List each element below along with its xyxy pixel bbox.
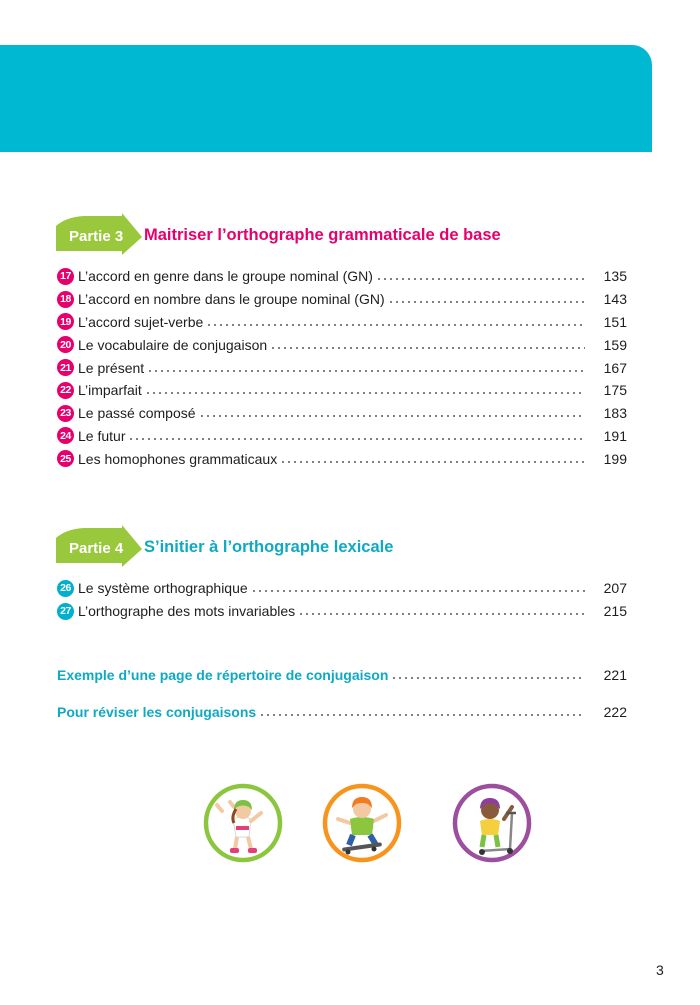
chapter-page: 207 [603, 580, 627, 597]
extra-page: 222 [603, 704, 627, 720]
chapter-title: Le présent [78, 359, 145, 376]
leader-dots [259, 714, 585, 716]
chapter-page: 175 [603, 382, 627, 399]
chapter-number-badge: 24 [57, 427, 74, 444]
toc-extra-review-conjugations[interactable] [57, 701, 627, 723]
part3-title: Maitriser l’orthographe grammaticale de base [144, 226, 501, 244]
chapter-title: Le vocabulaire de conjugaison [78, 336, 268, 353]
page-number: 3 [656, 962, 664, 978]
toc-entry[interactable] [57, 288, 627, 311]
boy-scooter-illustration [452, 783, 532, 863]
leader-dots [280, 461, 585, 463]
chapter-page: 159 [603, 336, 627, 353]
chapter-title: L’accord sujet-verbe [78, 313, 204, 330]
chapter-page: 215 [603, 603, 627, 620]
part3-tag-label: Partie 3 [69, 228, 124, 245]
toc-extra-conjugation-page[interactable] [57, 664, 627, 686]
chapter-title: Les homophones grammaticaux [78, 450, 278, 467]
leader-dots [376, 278, 585, 280]
part4-tag-label: Partie 4 [69, 540, 124, 557]
extra-label: Exemple d’une page de répertoire de conjugaison [57, 667, 389, 683]
part4-toc [57, 577, 627, 623]
boy-skateboard-image [322, 783, 402, 863]
part3-toc [57, 265, 627, 470]
chapter-title: Le système orthographique [78, 580, 248, 597]
chapter-number-badge: 23 [57, 405, 74, 422]
chapter-number-badge: 27 [57, 603, 74, 620]
girl-roller-skates-illustration [203, 783, 283, 863]
leader-dots [391, 677, 585, 679]
chapter-number-badge: 22 [57, 382, 74, 399]
toc-entry[interactable] [57, 356, 627, 379]
part3-heading [56, 213, 656, 255]
chapter-title: Le futur [78, 427, 126, 444]
header-banner [0, 45, 652, 152]
toc-entry[interactable] [57, 447, 627, 470]
leader-dots [145, 392, 585, 394]
leader-dots [270, 347, 585, 349]
extra-page: 221 [603, 667, 627, 683]
leader-dots [147, 370, 585, 372]
leader-dots [298, 613, 585, 615]
chapter-number-badge: 18 [57, 291, 74, 308]
chapter-page: 135 [603, 268, 627, 285]
chapter-page: 199 [603, 450, 627, 467]
chapter-page: 183 [603, 405, 627, 422]
toc-entry[interactable] [57, 379, 627, 402]
chapter-page: 191 [603, 427, 627, 444]
toc-entry[interactable] [57, 600, 627, 623]
part4-tag [56, 525, 142, 567]
chapter-number-badge: 25 [57, 450, 74, 467]
toc-entry[interactable] [57, 577, 627, 600]
leader-dots [388, 301, 585, 303]
chapter-title: L’accord en nombre dans le groupe nominal (GN) [78, 291, 385, 308]
part4-title: S’initier à l’orthographe lexicale [144, 538, 394, 556]
extra-label: Pour réviser les conjugaisons [57, 704, 257, 720]
toc-entry[interactable] [57, 402, 627, 425]
chapter-number-badge: 20 [57, 336, 74, 353]
chapter-page: 151 [603, 313, 627, 330]
chapter-page: 143 [603, 291, 627, 308]
chapter-number-badge: 17 [57, 268, 74, 285]
boy-scooter-image [452, 783, 532, 863]
leader-dots [128, 438, 585, 440]
chapter-number-badge: 19 [57, 313, 74, 330]
chapter-title: Le passé composé [78, 405, 196, 422]
chapter-number-badge: 26 [57, 580, 74, 597]
part4-heading [56, 525, 656, 567]
toc-entry[interactable] [57, 311, 627, 334]
chapter-title: L’imparfait [78, 382, 142, 399]
chapter-number-badge: 21 [57, 359, 74, 376]
leader-dots [206, 324, 585, 326]
boy-skateboard-illustration [322, 783, 402, 863]
leader-dots [199, 415, 585, 417]
chapter-page: 167 [603, 359, 627, 376]
toc-entry[interactable] [57, 265, 627, 288]
part3-tag [56, 213, 142, 255]
girl-roller-skates-image [203, 783, 283, 863]
chapter-title: L’orthographe des mots invariables [78, 603, 296, 620]
chapter-title: L’accord en genre dans le groupe nominal (GN) [78, 268, 373, 285]
leader-dots [251, 590, 585, 592]
toc-entry[interactable] [57, 425, 627, 448]
toc-entry[interactable] [57, 333, 627, 356]
